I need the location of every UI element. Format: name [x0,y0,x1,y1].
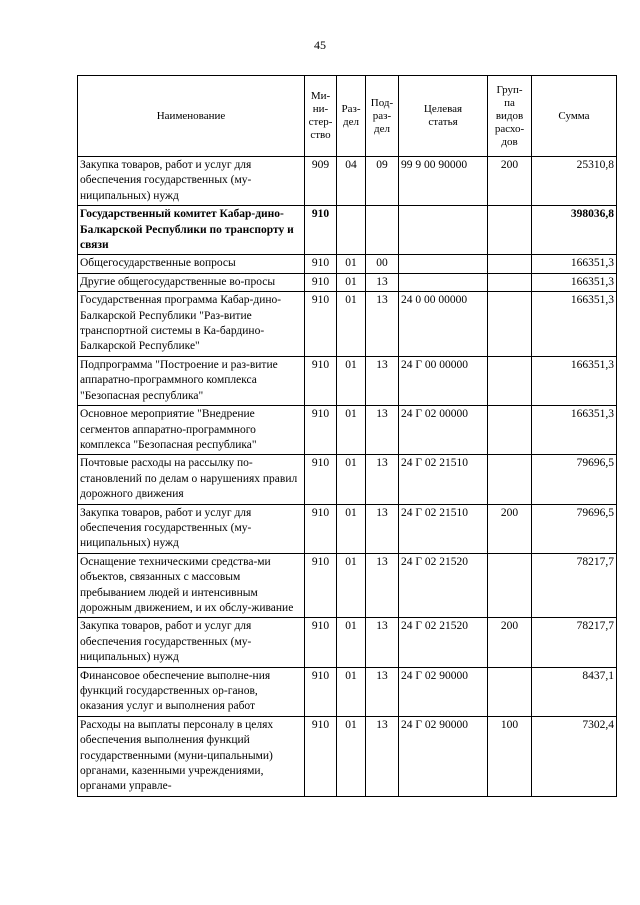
header-target-text: Целевая статья [423,103,463,128]
cell-name: Государственный комитет Кабар-дино-Балкарской Республики по транспорту и связи [78,206,305,255]
cell-target: 24 Г 02 21520 [399,553,488,618]
cell-section: 01 [337,667,366,716]
cell-sum: 78217,7 [532,553,617,618]
cell-subsection: 13 [366,716,399,796]
cell-name: Почтовые расходы на рассылку по-становлений по делам о нарушениях правил дорожного движения [78,455,305,504]
cell-ministry: 910 [305,716,337,796]
cell-group: 200 [488,504,532,553]
header-name: Наименование [78,76,305,157]
cell-name: Общегосударственные вопросы [78,255,305,273]
table-row [78,618,617,667]
cell-sum: 166351,3 [532,356,617,405]
cell-subsection: 13 [366,667,399,716]
cell-group [488,667,532,716]
cell-subsection: 09 [366,157,399,206]
cell-sum: 166351,3 [532,273,617,291]
cell-ministry: 910 [305,206,337,255]
cell-name: Расходы на выплаты персоналу в целях обеспечения выполнения функций государственными (муни-ципальными) органами, казенными учреждениями, органами управле- [78,716,305,796]
cell-section: 01 [337,618,366,667]
header-sum: Сумма [532,76,617,157]
cell-target: 24 Г 00 00000 [399,356,488,405]
table-row [78,716,617,796]
table-row [78,255,617,273]
table-row [78,406,617,455]
header-target [399,76,488,157]
cell-ministry: 910 [305,292,337,357]
table-row [78,667,617,716]
cell-sum: 79696,5 [532,455,617,504]
cell-name: Другие общегосударственные во-просы [78,273,305,291]
table-row [78,455,617,504]
header-group-text: Груп- па видов расхо- дов [494,83,525,148]
cell-target: 24 0 00 00000 [399,292,488,357]
cell-section: 01 [337,255,366,273]
cell-name: Оснащение техническими средства-ми объектов, связанных с массовым пребыванием людей и интенсивным дорожным движением, и их обслу-живание [78,553,305,618]
cell-target [399,255,488,273]
cell-group [488,292,532,357]
header-ministry-text: Ми- ни- стер- ство [308,90,333,141]
cell-ministry: 910 [305,356,337,405]
cell-name: Закупка товаров, работ и услуг для обеспечения государственных (му-ниципальных) нужд [78,157,305,206]
cell-group: 100 [488,716,532,796]
cell-ministry: 910 [305,667,337,716]
cell-group: 200 [488,618,532,667]
cell-section: 01 [337,273,366,291]
cell-target: 24 Г 02 00000 [399,406,488,455]
table-row [78,504,617,553]
cell-group: 200 [488,157,532,206]
header-section [337,76,366,157]
cell-section: 01 [337,292,366,357]
cell-ministry: 910 [305,504,337,553]
cell-subsection: 13 [366,618,399,667]
header-subsection-text: Под- раз- дел [370,96,394,135]
cell-sum: 166351,3 [532,406,617,455]
cell-target: 24 Г 02 21510 [399,455,488,504]
header-group [488,76,532,157]
table-row [78,356,617,405]
cell-section [337,206,366,255]
cell-group [488,206,532,255]
cell-name: Финансовое обеспечение выполне-ния функций государственных ор-ганов, оказания услуг и выполнения работ [78,667,305,716]
header-section-text: Раз- дел [341,103,361,128]
header-ministry [305,76,337,157]
cell-section: 01 [337,356,366,405]
cell-name: Основное мероприятие "Внедрение сегментов аппаратно-программного комплекса "Безопасная республика" [78,406,305,455]
cell-sum: 166351,3 [532,292,617,357]
cell-sum: 8437,1 [532,667,617,716]
cell-target: 24 Г 02 21510 [399,504,488,553]
cell-section: 01 [337,716,366,796]
cell-name: Государственная программа Кабар-дино-Балкарской Республики "Раз-витие транспортной системы в Ка-бардино-Балкарской Республике" [78,292,305,357]
cell-section: 01 [337,455,366,504]
header-subsection [366,76,399,157]
cell-sum: 166351,3 [532,255,617,273]
cell-ministry: 910 [305,618,337,667]
cell-sum: 7302,4 [532,716,617,796]
table-row [78,292,617,357]
cell-group [488,406,532,455]
cell-section: 04 [337,157,366,206]
cell-sum: 78217,7 [532,618,617,667]
cell-subsection: 13 [366,356,399,405]
cell-ministry: 910 [305,455,337,504]
cell-ministry: 910 [305,406,337,455]
cell-ministry: 910 [305,255,337,273]
cell-target [399,206,488,255]
cell-ministry: 910 [305,553,337,618]
cell-subsection [366,206,399,255]
cell-target [399,273,488,291]
table-row [78,157,617,206]
cell-section: 01 [337,504,366,553]
cell-group [488,255,532,273]
cell-subsection: 13 [366,273,399,291]
cell-section: 01 [337,406,366,455]
cell-sum: 79696,5 [532,504,617,553]
budget-table [77,75,617,797]
cell-section: 01 [337,553,366,618]
cell-group [488,455,532,504]
cell-name: Закупка товаров, работ и услуг для обеспечения государственных (му-ниципальных) нужд [78,504,305,553]
cell-sum: 398036,8 [532,206,617,255]
cell-target: 99 9 00 90000 [399,157,488,206]
table-row [78,553,617,618]
page-number: 45 [314,38,326,52]
cell-target: 24 Г 02 21520 [399,618,488,667]
cell-subsection: 00 [366,255,399,273]
cell-subsection: 13 [366,553,399,618]
cell-group [488,356,532,405]
cell-ministry: 909 [305,157,337,206]
cell-target: 24 Г 02 90000 [399,667,488,716]
cell-group [488,553,532,618]
cell-subsection: 13 [366,406,399,455]
table-header-row [78,76,617,157]
cell-name: Подпрограмма "Построение и раз-витие аппаратно-программного комплекса "Безопасная республика" [78,356,305,405]
cell-ministry: 910 [305,273,337,291]
cell-subsection: 13 [366,292,399,357]
cell-sum: 25310,8 [532,157,617,206]
table-row [78,273,617,291]
cell-name: Закупка товаров, работ и услуг для обеспечения государственных (му-ниципальных) нужд [78,618,305,667]
cell-subsection: 13 [366,455,399,504]
cell-group [488,273,532,291]
table-row [78,206,617,255]
cell-target: 24 Г 02 90000 [399,716,488,796]
cell-subsection: 13 [366,504,399,553]
